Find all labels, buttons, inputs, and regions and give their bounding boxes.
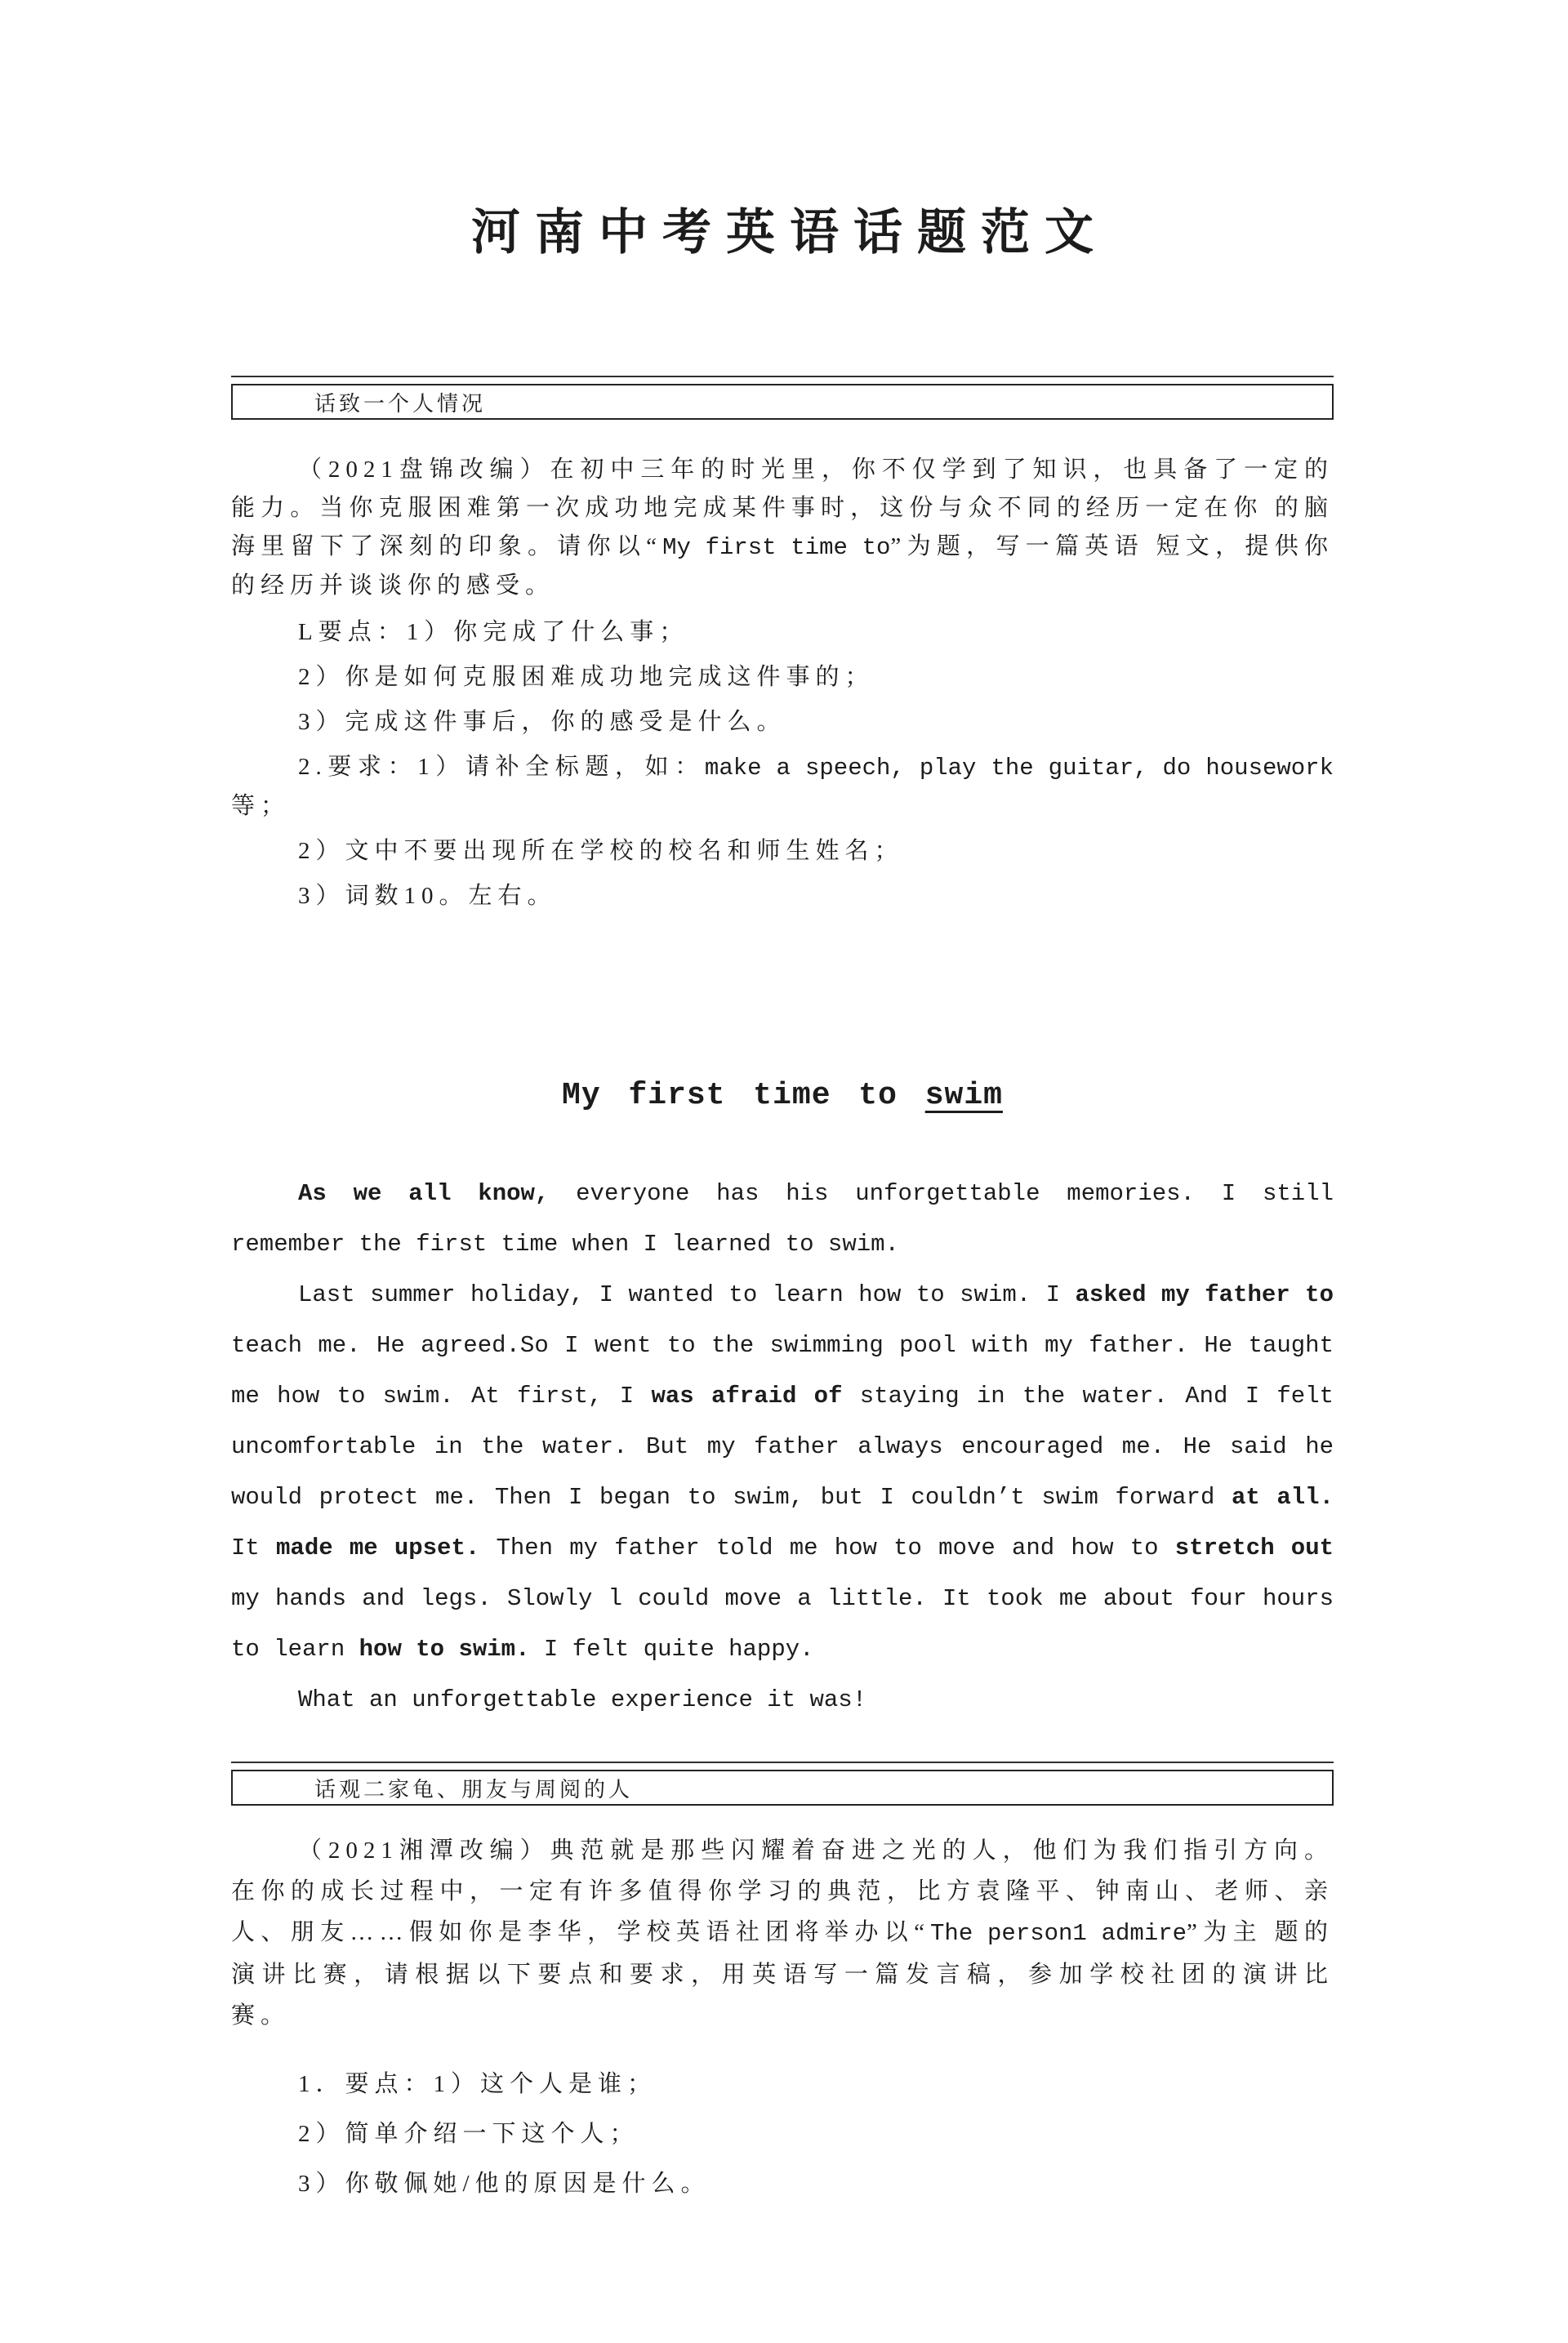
topic2-header-label: 话观二家龟、朋友与周阅的人 [314, 1777, 634, 1802]
topic1-requirement-2: 2）文中不要出现所在学校的校名和师生姓名； [298, 838, 904, 864]
topic2-points-list [231, 2065, 1334, 2203]
topic2-point-2: 2）简单介绍一下这个人； [298, 2121, 639, 2147]
topic1-point-1: L要点：1）你完成了什么事； [298, 619, 689, 645]
topic1-points-list [231, 613, 1334, 915]
divider [231, 1762, 1334, 1763]
topic1-header-bar [231, 384, 1334, 420]
topic2-header-bar [231, 1770, 1334, 1806]
topic1-header-label: 话致一个人情况 [314, 391, 487, 416]
topic1-requirement-3: 3）词数10。左右。 [298, 883, 557, 909]
page-content [231, 0, 1334, 2203]
essay-paragraph-1: As we all know, everyone has his unforgettable memories. I still remember the first time when I learned to swim. [231, 1180, 1334, 1258]
topic2-point-3: 3）你敬佩她/他的原因是什么。 [298, 2171, 710, 2197]
topic2-intro-paragraph: （2021湘潭改编）典范就是那些闪耀着奋进之光的人，他们为我们指引方向。在你的成长过程中，一定有许多值得你学习的典范，比方袁隆平、钟南山、老师、亲人、朋友……假如你是李华，学校英语社团将举办以“The person1 admire”为主 题的演讲比赛，请根据以下要点和要求，用英语写一篇发言稿，参加学校社团的演讲比赛。 [231, 1837, 1334, 2029]
essay-paragraph-2: Last summer holiday, I wanted to learn how to swim. I asked my father to teach me. He agreed.So I went to the swimming pool with my father. He taught me how to swim. At first, I was afraid of staying in the water. And I felt uncomfortable in the water. But my father always encouraged me. He said he would protect me. Then I began to swim, but I couldn’t swim forward at all. It made me upset. Then my father told me how to move and how to stretch out my hands and legs. Slowly l could move a little. It took me about four hours to learn how to swim. I felt quite happy. [231, 1281, 1334, 1663]
topic1-point-3: 3）完成这件事后，你的感受是什么。 [298, 709, 786, 735]
topic1-point-2: 2）你是如何克服困难成功地完成这件事的； [298, 664, 875, 690]
essay-paragraph-3: What an unforgettable experience it was! [298, 1686, 867, 1713]
essay-title: My first time to swim [562, 1078, 1003, 1113]
topic1-requirement-1: 2.要求：1）请补全标题，如：make a speech, play the guitar, do housework 等； [231, 754, 1334, 819]
divider [231, 376, 1334, 377]
essay-body [231, 1169, 1334, 1726]
page-title: 河南中考英语话题范文 [471, 206, 1108, 260]
topic2-point-1: 1．要点：1）这个人是谁； [298, 2071, 657, 2097]
topic1-intro-paragraph: （2021盘锦改编）在初中三年的时光里，你不仅学到了知识，也具备了一定的能力。当你克服困难第一次成功地完成某件事时，这份与众不同的经历一定在你 的脑海里留下了深刻的印象。请你以“My first time to”为题，写一篇英语 短文，提供你的经历并谈谈你的感受。 [231, 457, 1334, 599]
